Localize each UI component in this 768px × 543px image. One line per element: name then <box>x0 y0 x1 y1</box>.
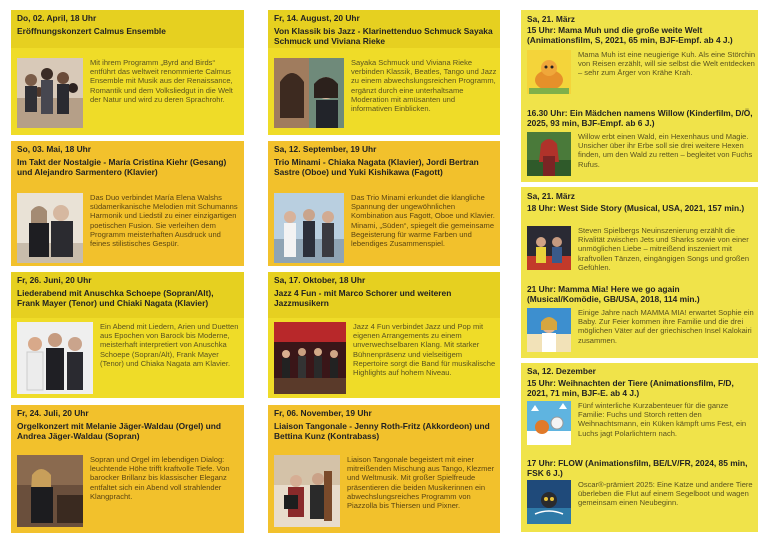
event-title: Liaison Tangonale - Jenny Roth-Fritz (Akkordeon) und Bettina Kunz (Kontrabass) <box>274 420 490 441</box>
photo-organ <box>17 455 83 527</box>
film-description: Oscar®-prämiert 2025: Eine Katze und andere Tiere überleben die Flut auf einem Segelboot und wagen gemeinsam einen Neubeginn. <box>578 480 753 508</box>
event-description: Das Trio Minami erkundet die klangliche Spannung der ungewöhnlichen Kombination aus Fagott, Oboe und Klavier. Minami, „Süden“, spiegelt die gemeinsame Begeisterung für warme Farben und lebendiges Zusammenspiel. <box>351 193 495 249</box>
film-description: Willow erbt einen Wald, ein Hexenhaus und Magie. Unsicher über ihr Erbe soll sie drei weitere Hexen finden, um den Wald zu retten – begleitet von Fuchs Rufus. <box>578 132 753 169</box>
event-header <box>11 141 244 187</box>
photo-jazz-band <box>274 322 346 394</box>
event-date: Fr, 06. November, 19 Uhr <box>274 408 372 418</box>
event-title: Eröffnungskonzert Calmus Ensemble <box>17 25 166 36</box>
event-date: Do, 02. April, 18 Uhr <box>17 13 97 23</box>
film-title: 18 Uhr: West Side Story (Musical, USA, 2021, 157 min.) <box>527 203 745 213</box>
photo-trio-lied <box>17 322 93 394</box>
event-description: Ein Abend mit Liedern, Arien und Duetten aus Epochen von Barock bis Moderne, meisterhaft interpretiert von Anuschka Schoepe (Sopran/Alt), Frank Mayer (Tenor) und Chiaka Nagata am Klavier. <box>100 322 239 368</box>
event-description: Liaison Tangonale begeistert mit einer mitreißenden Mischung aus Tango, Klezmer und Weltmusik. Mit großer Spielfreude präsentieren die beiden Musikerinnen ein abwechslungsreiches Programm von Piazzolla bis Thiersen und Pixner. <box>347 455 495 511</box>
film-title: 17 Uhr: FLOW (Animationsfilm, BE/LV/FR, 2024, 85 min, FSK 6 J.) <box>527 458 748 479</box>
film-description: Steven Spielbergs Neuinszenierung erzählt die Rivalität zwischen Jets und Sharks sowie von einer unmöglichen Liebe – mitreißend inszeniert mit kraftvollen Tänzen, eingängigen Songs und großen Gefühlen. <box>578 226 750 272</box>
poster-willow <box>527 132 571 176</box>
section-divider <box>521 358 758 363</box>
section-divider <box>521 182 758 187</box>
poster-mamma-mia <box>527 308 571 352</box>
film-description: Einige Jahre nach MAMMA MIA! erwartet Sophie ein Baby. Zur Feier kommen ihre Familie und die drei möglichen Väter auf der griechischen Insel Kalokairi zusammen. <box>578 308 754 345</box>
event-date: Fr, 14. August, 20 Uhr <box>274 13 360 23</box>
event-header <box>268 10 500 48</box>
photo-trio-minami <box>274 193 344 263</box>
film-column <box>521 10 758 532</box>
event-header <box>11 405 244 451</box>
event-card-6 <box>268 141 500 266</box>
event-header <box>268 272 500 318</box>
event-title: Jazz 4 Fun - mit Marco Schorer und weiteren Jazzmusikern <box>274 287 452 308</box>
photo-clarinet <box>274 58 344 128</box>
event-description: Sopran und Orgel im lebendigen Dialog: leuchtende Höhe trifft kraftvolle Tiefe. Von barocker Brillanz bis klassischer Eleganz entfaltet sich ein Abend voll strahlender Klangpracht. <box>90 455 230 501</box>
film-title: 16.30 Uhr: Ein Mädchen namens Willow (Kinderfilm, D/Ö, 2025, 93 min, BJF-Empf. ab 6 J.) <box>527 108 753 129</box>
event-date: So, 03. Mai, 18 Uhr <box>17 144 92 154</box>
event-card-8 <box>268 405 500 533</box>
film-title: 15 Uhr: Mama Muh und die große weite Welt (Animationsfilm, S, 2021, 65 min, BJF-Empf. ab 4 J.) <box>527 25 733 46</box>
event-description: Jazz 4 Fun verbindet Jazz und Pop mit eigenen Arrangements zu einem unverwechselbaren Klang. Mit starker Bühnenpräsenz und vielseitigem Repertoire sorgt die Band für musikalische Highlights auf hohem Niveau. <box>353 322 496 378</box>
event-header <box>268 405 500 451</box>
poster-flow <box>527 480 571 524</box>
event-date: Fr, 26. Juni, 20 Uhr <box>17 275 92 285</box>
film-description: Fünf winterliche Kurzabenteuer für die ganze Familie: Fuchs und Storch retten den Weihnachtsmann, ein Küken kämpft ums Fest, ein Luchs jagt Polarlichtern nach. <box>578 401 747 438</box>
film-date: Sa, 21. März <box>527 14 575 24</box>
film-date: Sa, 21. März <box>527 191 575 201</box>
event-date: Sa, 17. Oktober, 18 Uhr <box>274 275 366 285</box>
event-card-4 <box>11 405 244 533</box>
event-date: Fr, 24. Juli, 20 Uhr <box>17 408 89 418</box>
film-description: Mama Muh ist eine neugierige Kuh. Als eine Störchin von Reisen erzählt, will sie selbst die Welt entdecken – sehr zum Ärger von Krähe Krah. <box>578 50 756 78</box>
event-title: Orgelkonzert mit Melanie Jäger-Waldau (Orgel) und Andrea Jäger-Waldau (Sopran) <box>17 420 221 441</box>
event-title: Von Klassik bis Jazz - Klarinettenduo Schmuck Sayaka Schmuck und Viviana Rieke <box>274 25 493 46</box>
film-title: 21 Uhr: Mamma Mia! Here we go again (Musical/Komödie, GB/USA, 2018, 114 min.) <box>527 284 700 305</box>
photo-duo <box>17 193 83 263</box>
event-card-5 <box>268 10 500 135</box>
event-description: Das Duo verbindet María Elena Walshs südamerikanische Melodien mit Schumanns Harmonik und Liedstil zu einer einzigartigen poetischen Fusion. Sie verleihen dem Programm meisterhaften Ausdruck und feines stilistisches Gespür. <box>90 193 238 249</box>
event-card-1 <box>11 10 244 135</box>
event-card-7 <box>268 272 500 398</box>
event-title: Liederabend mit Anuschka Schoepe (Sopran/Alt), Frank Mayer (Tenor) und Chiaki Nagata (Klavier) <box>17 287 214 308</box>
event-card-2 <box>11 141 244 266</box>
event-header <box>268 141 500 187</box>
poster-weihnachten-der-tiere <box>527 401 571 445</box>
poster-west-side-story <box>527 226 571 270</box>
event-title: Trio Minami - Chiaka Nagata (Klavier), Jordi Bertran Sastre (Oboe) und Yuki Kishikawa (Fagott) <box>274 156 479 177</box>
photo-calmus <box>17 58 83 128</box>
event-title: Im Takt der Nostalgie - María Cristina Kiehr (Gesang) und Alejandro Sarmentero (Klavier) <box>17 156 227 177</box>
event-card-3 <box>11 272 244 398</box>
event-description: Mit ihrem Programm „Byrd and Birds“ entführt das weltweit renommierte Calmus Ensemble mit Musik aus der Renaissance, Romantik und dem Volksliedgut in die Welt der Natur und wird zu deren Sprachrohr. <box>90 58 233 104</box>
event-header <box>11 10 244 48</box>
photo-tango <box>274 455 340 527</box>
film-title: 15 Uhr: Weihnachten der Tiere (Animationsfilm, F/D, 2021, 71 min, BJF-E. ab 4 J.) <box>527 378 734 399</box>
event-header <box>11 272 244 318</box>
event-description: Sayaka Schmuck und Viviana Rieke verbinden Klassik, Beatles, Tango und Jazz zu einem abwechslungsreichen Programm, ergänzt durch eine unterhaltsame Moderation mit amüsanten und informativen Einblicken. <box>351 58 497 114</box>
film-date: Sa, 12. Dezember <box>527 366 596 376</box>
poster-mama-muh <box>527 50 571 94</box>
event-date: Sa, 12. September, 19 Uhr <box>274 144 377 154</box>
